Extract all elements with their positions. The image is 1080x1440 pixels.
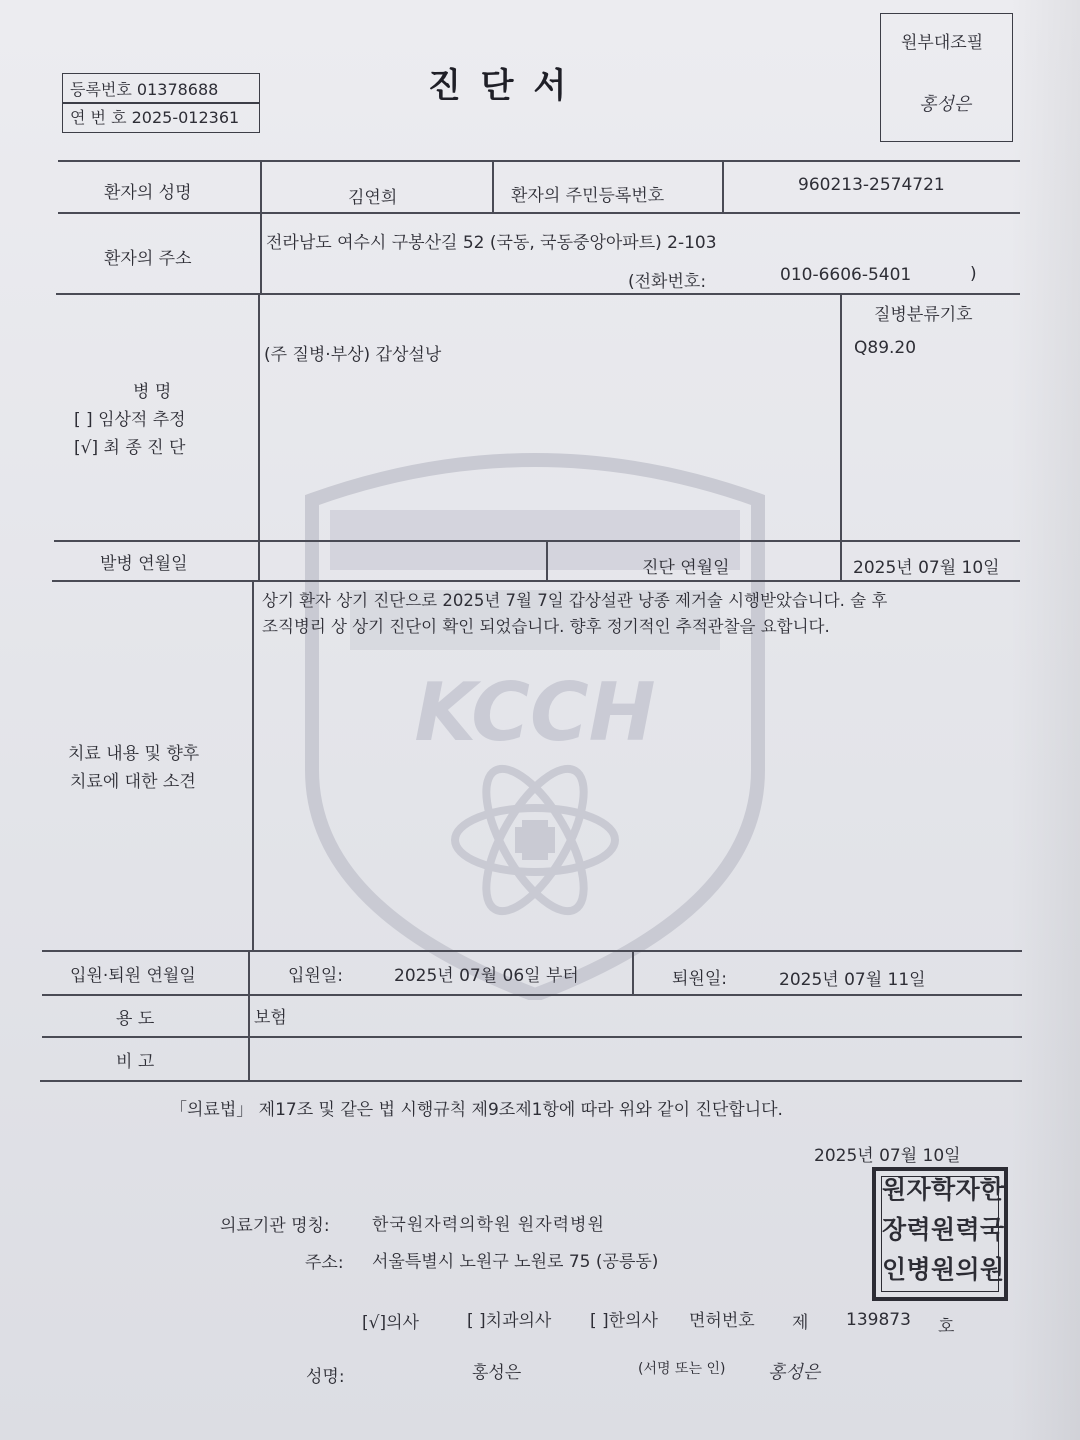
diagnosis-clinical-estimate: [ ] 임상적 추정 xyxy=(74,410,186,430)
treatment-text-line2: 조직병리 상 상기 진단이 확인 되었습니다. 향후 정기적인 추적관찰을 요합니다. xyxy=(262,617,830,636)
diagnosis-label-title: 병 명 xyxy=(133,382,172,402)
approval-label: 원부대조필 xyxy=(901,33,984,53)
institution-name: 한국원자력의학원 원자력병원 xyxy=(372,1215,605,1235)
treatment-text-line1: 상기 환자 상기 진단으로 2025년 7월 7일 갑상설관 낭종 제거술 시행받았습니다. 술 후 xyxy=(262,591,888,610)
patient-address-label: 환자의 주소 xyxy=(104,249,192,269)
treatment-label-line2: 치료에 대한 소견 xyxy=(70,772,196,792)
seal-glyph: 한 xyxy=(980,1175,1005,1204)
license-dentist: [ ]치과의사 xyxy=(467,1311,552,1331)
diagnosis-date: 2025년 07월 10일 xyxy=(853,558,1000,578)
seal-glyph: 원 xyxy=(931,1215,956,1244)
license-number: 139873 xyxy=(846,1310,911,1330)
seal-glyph: 원 xyxy=(980,1255,1005,1284)
institution-address-label: 주소: xyxy=(305,1253,344,1273)
seal-glyph: 력 xyxy=(955,1215,980,1244)
official-seal xyxy=(872,1167,1008,1301)
patient-address: 전라남도 여수시 구봉산길 52 (국동, 국동중앙아파트) 2-103 xyxy=(266,233,717,253)
patient-name: 김연희 xyxy=(348,188,398,208)
legal-statement: 「의료법」 제17조 및 같은 법 시행규칙 제9조제1항에 따라 위와 같이 진단합니다. xyxy=(170,1100,783,1120)
admit-date: 2025년 07월 06일 부터 xyxy=(394,966,579,986)
discharge-date: 2025년 07월 11일 xyxy=(779,970,926,990)
remarks-label: 비 고 xyxy=(116,1052,155,1072)
doctor-name: 홍성은 xyxy=(472,1363,522,1383)
seal-glyph: 의 xyxy=(955,1255,980,1284)
issue-date: 2025년 07월 10일 xyxy=(814,1146,961,1166)
diagnosis-final: [√] 최 종 진 단 xyxy=(74,438,186,458)
license-doctor: [√]의사 xyxy=(362,1313,419,1333)
diagnosis-date-label: 진단 연월일 xyxy=(642,558,730,578)
signature-label: 성명: xyxy=(306,1367,345,1387)
treatment-label-line1: 치료 내용 및 향후 xyxy=(68,744,200,764)
doctor-signature: 홍성은 xyxy=(768,1362,821,1383)
patient-name-label: 환자의 성명 xyxy=(104,183,192,203)
hospital-emblem-watermark xyxy=(300,440,770,1000)
watermark-text: KCCH xyxy=(414,666,656,759)
disease-code: Q89.20 xyxy=(854,338,917,358)
registration-box xyxy=(62,73,260,133)
seal-glyph: 원 xyxy=(882,1175,907,1204)
seal-glyph: 학 xyxy=(931,1175,956,1204)
patient-phone: 010-6606-5401 xyxy=(780,265,912,285)
disease-code-label: 질병분류기호 xyxy=(874,305,973,325)
seal-glyph: 국 xyxy=(980,1215,1005,1244)
seal-glyph: 병 xyxy=(906,1255,931,1284)
admit-date-label: 입원일: xyxy=(288,966,343,986)
diagnosis-main: (주 질병·부상) 갑상설낭 xyxy=(264,345,442,365)
license-number-label: 면허번호 xyxy=(689,1311,755,1331)
admission-label: 입원·퇴원 연월일 xyxy=(70,966,196,986)
purpose-label: 용 도 xyxy=(116,1009,155,1029)
institution-address: 서울특별시 노원구 노원로 75 (공릉동) xyxy=(372,1252,659,1272)
phone-label: (전화번호: xyxy=(628,272,707,292)
patient-rrn-label: 환자의 주민등록번호 xyxy=(511,186,665,206)
license-oriental: [ ]한의사 xyxy=(590,1311,658,1331)
seal-glyph: 력 xyxy=(906,1215,931,1244)
license-suffix: 호 xyxy=(938,1317,955,1337)
onset-date-label: 발병 연월일 xyxy=(100,554,188,574)
discharge-date-label: 퇴원일: xyxy=(672,969,727,989)
license-prefix: 제 xyxy=(792,1313,809,1333)
seal-glyph: 인 xyxy=(882,1255,907,1284)
seal-glyph: 자 xyxy=(906,1175,931,1204)
registration-number: 등록번호 01378688 xyxy=(70,80,219,99)
signature-note: (서명 또는 인) xyxy=(638,1361,726,1377)
purpose-value: 보험 xyxy=(254,1008,287,1028)
approval-signature: 홍성은 xyxy=(919,94,972,115)
serial-number: 연 번 호 2025-012361 xyxy=(70,108,240,127)
phone-close: ) xyxy=(970,264,977,284)
institution-name-label: 의료기관 명칭: xyxy=(220,1216,330,1236)
seal-glyph: 장 xyxy=(882,1215,907,1244)
seal-glyph: 원 xyxy=(931,1255,956,1284)
document-title: 진 단 서 xyxy=(428,66,571,106)
seal-glyph: 자 xyxy=(955,1175,980,1204)
patient-rrn: 960213-2574721 xyxy=(798,175,945,195)
approval-stamp-box xyxy=(880,13,1013,142)
